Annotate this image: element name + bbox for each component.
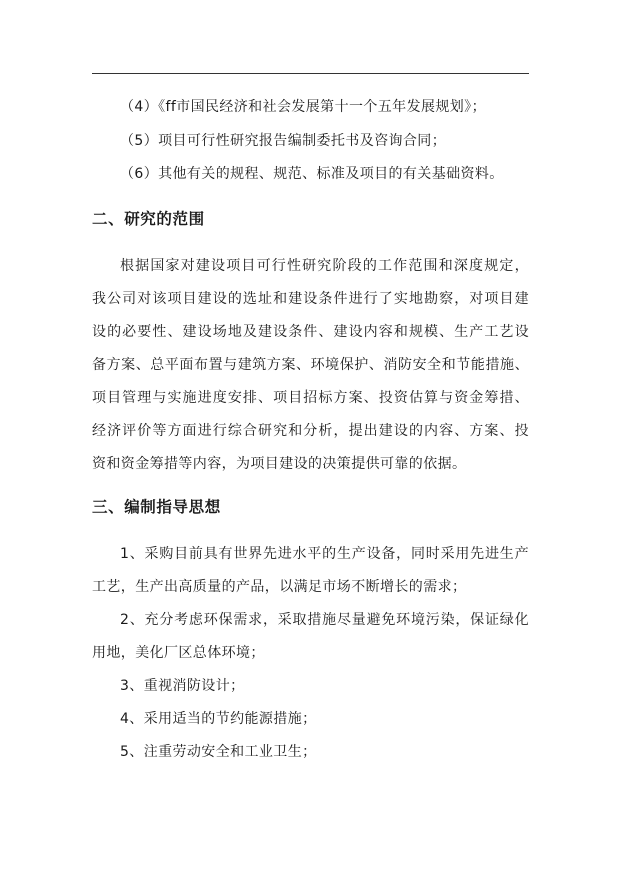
paragraph-line: 2、充分考虑环保需求，采取措施尽量避免环境污染，保证绿化 <box>120 612 529 628</box>
list-item: 3、重视消防设计； <box>120 678 245 694</box>
paragraph-line: 经济评价等方面进行综合研究和分析，提出建设的内容、方案、投 <box>92 423 529 439</box>
section-heading: 三、编制指导思想 <box>92 498 221 516</box>
paragraph-line: 设的必要性、建设场地及建设条件、建设内容和规模、生产工艺设 <box>92 324 529 340</box>
paragraph-line: 资和资金筹措等内容，为项目建设的决策提供可靠的依据。 <box>92 456 467 472</box>
list-item: （4）《ff市国民经济和社会发展第十一个五年发展规划》； <box>120 99 486 115</box>
paragraph-line: 根据国家对建设项目可行性研究阶段的工作范围和深度规定， <box>120 258 529 274</box>
header-rule <box>92 73 529 74</box>
paragraph-line: 用地，美化厂区总体环境； <box>92 645 265 661</box>
paragraph-line: 我公司对该项目建设的选址和建设条件进行了实地勘察，对项目建 <box>92 291 529 307</box>
list-item: 4、采用适当的节约能源措施； <box>120 711 317 727</box>
section-heading: 二、研究的范围 <box>92 210 205 228</box>
paragraph-line: 工艺，生产出高质量的产品，以满足市场不断增长的需求； <box>92 579 467 595</box>
list-item: （5）项目可行性研究报告编制委托书及咨询合同； <box>120 133 447 149</box>
paragraph-line: 1、采购目前具有世界先进水平的生产设备，同时采用先进生产 <box>120 546 529 562</box>
list-item: 5、注重劳动安全和工业卫生； <box>120 744 317 760</box>
paragraph-line: 备方案、总平面布置与建筑方案、环境保护、消防安全和节能措施、 <box>92 357 529 373</box>
list-item: （6）其他有关的规程、规范、标准及项目的有关基础资料。 <box>120 166 504 182</box>
paragraph-line: 项目管理与实施进度安排、项目招标方案、投资估算与资金筹措、 <box>92 390 529 406</box>
